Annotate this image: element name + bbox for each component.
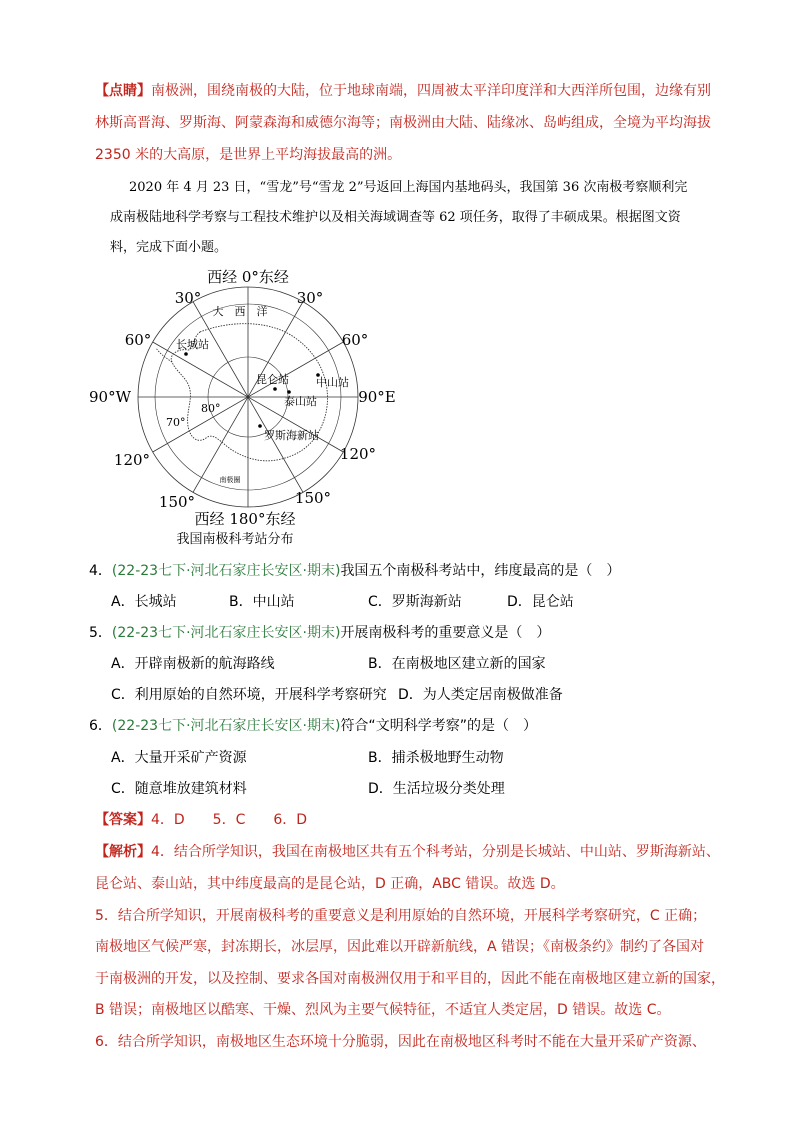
dianjing-line-1: 【点睛】南极洲，围绕南极的大陆，位于地球南端，四周被太平洋印度洋和大西洋所包围，边缘有别 xyxy=(95,83,711,99)
analysis-line-5: 于南极洲的开发，以及控制、要求各国对南极洲仅用于和平目的，因此不能在南极地区建立新的国家， xyxy=(95,971,725,987)
label-top: 西经 0°东经 xyxy=(207,268,289,286)
label-90w: 90°W xyxy=(88,388,132,406)
dianjing-line-2: 林斯高晋海、罗斯海、阿蒙森海和威德尔海等；南极洲由大陆、陆缘冰、岛屿组成，全境为平均海拔 xyxy=(95,115,711,131)
label-150-left: 150° xyxy=(158,493,196,511)
analysis-line-3: 5．结合所学知识，开展南极科考的重要意义是利用原始的自然环境，开展科学考察研究，C 正确； xyxy=(95,908,707,924)
station-zhongshan xyxy=(316,373,349,389)
analysis-tag: 【解析】 xyxy=(95,844,151,860)
label-30-left: 30° xyxy=(174,289,202,307)
analysis-line-4: 南极地区气候严寒，封冻期长，冰层厚，因此难以开辟新航线，A 错误；《南极条约》制约了各国对 xyxy=(95,939,705,955)
station-dot xyxy=(287,390,291,394)
analysis-line-7: 6．结合所学知识，南极地区生态环境十分脆弱，因此在南极地区科考时不能在大量开采矿产资源、 xyxy=(95,1034,706,1050)
map-grid xyxy=(138,287,358,507)
label-lat-80: 80° xyxy=(201,402,221,415)
q5-option-d: D．为人类定居南极做准备 xyxy=(398,687,563,703)
intro-line-3: 料，完成下面小题。 xyxy=(110,240,228,255)
q4-option-c: C．罗斯海新站 xyxy=(368,594,462,610)
station-kunlun xyxy=(256,372,289,391)
antarctica-station-map xyxy=(80,262,410,552)
q4-option-d: D．昆仑站 xyxy=(507,594,574,610)
question-4-stem: 4．(22-23七下·河北石家庄长安区·期末)我国五个南极科考站中，纬度最高的是（ ） xyxy=(89,563,621,579)
label-60-left: 60° xyxy=(124,331,152,349)
intro-line-1: 2020 年 4 月 23 日，“雪龙”号“雪龙 2”号返回上海国内基地码头，我国第 36 次南极考察顺利完 xyxy=(129,180,688,195)
q6-option-c: C．随意堆放建筑材料 xyxy=(111,781,247,797)
dianjing-line-3: 2350 米的大高原，是世界上平均海拔最高的洲。 xyxy=(95,147,402,163)
q6-option-d: D．生活垃圾分类处理 xyxy=(368,781,505,797)
ocean-label: 大 西 洋 xyxy=(212,305,268,318)
station-luosihai xyxy=(258,424,319,442)
q6-option-b: B．捕杀极地野生动物 xyxy=(368,750,504,766)
antarctic-circle-label: 南极圈 xyxy=(219,476,241,484)
label-120-left: 120° xyxy=(113,451,151,469)
label-150-right: 150° xyxy=(294,489,332,507)
analysis-line-6: B 错误；南极地区以酷寒、干燥、烈风为主要气候特征，不适宜人类定居，D 错误。故选 C。 xyxy=(95,1002,671,1018)
q4-option-a: A．长城站 xyxy=(111,594,177,610)
svg-text:泰山站: 泰山站 xyxy=(284,395,317,408)
label-90e: 90°E xyxy=(358,388,396,406)
question-source: (22-23七下·河北石家庄长安区·期末) xyxy=(111,625,341,641)
question-5-stem: 5．(22-23七下·河北石家庄长安区·期末)开展南极科考的重要意义是（ ） xyxy=(89,625,551,641)
station-dot xyxy=(184,352,188,356)
q5-option-a: A．开辟南极新的航海路线 xyxy=(111,656,275,672)
label-bottom: 西经 180°东经 xyxy=(194,510,296,528)
station-taishan xyxy=(284,390,317,408)
label-30-right: 30° xyxy=(296,289,324,307)
label-lat-70: 70° xyxy=(166,416,186,429)
intro-line-2: 成南极陆地科学考察与工程技术维护以及相关海域调查等 62 项任务，取得了丰硕成果。根据图文资 xyxy=(110,210,681,225)
question-source: (22-23七下·河北石家庄长安区·期末) xyxy=(111,563,341,579)
svg-text:罗斯海新站: 罗斯海新站 xyxy=(264,429,319,442)
label-120-right: 120° xyxy=(339,445,377,463)
svg-text:中山站: 中山站 xyxy=(316,376,349,389)
question-source: (22-23七下·河北石家庄长安区·期末) xyxy=(111,718,341,734)
answer-tag: 【答案】 xyxy=(95,812,151,828)
answer-line xyxy=(95,810,307,830)
analysis-line-2: 昆仑站、泰山站，其中纬度最高的是昆仑站，D 正确，ABC 错误。故选 D。 xyxy=(95,876,565,892)
question-6-stem: 6．(22-23七下·河北石家庄长安区·期末)符合“文明科学考察”的是（ ） xyxy=(89,718,537,734)
svg-text:昆仑站: 昆仑站 xyxy=(256,373,289,386)
dianjing-tag: 【点睛】 xyxy=(95,83,151,99)
svg-text:长城站: 长城站 xyxy=(176,338,209,351)
analysis-line-1: 【解析】4．结合所学知识，我国在南极地区共有五个科考站，分别是长城站、中山站、罗斯海新站、 xyxy=(95,844,720,860)
station-dot xyxy=(273,387,277,391)
q6-option-a: A．大量开采矿产资源 xyxy=(111,750,247,766)
map-caption: 我国南极科考站分布 xyxy=(176,532,294,547)
q5-option-c: C．利用原始的自然环境，开展科学考察研究 xyxy=(111,687,387,703)
answer-text: 4．D 5．C 6．D xyxy=(151,812,308,828)
label-60-right: 60° xyxy=(341,331,369,349)
station-dot xyxy=(258,424,262,428)
peninsula-outline xyxy=(156,348,172,362)
station-changcheng xyxy=(176,337,209,356)
q5-option-b: B．在南极地区建立新的国家 xyxy=(368,656,546,672)
q4-option-b: B．中山站 xyxy=(229,594,295,610)
